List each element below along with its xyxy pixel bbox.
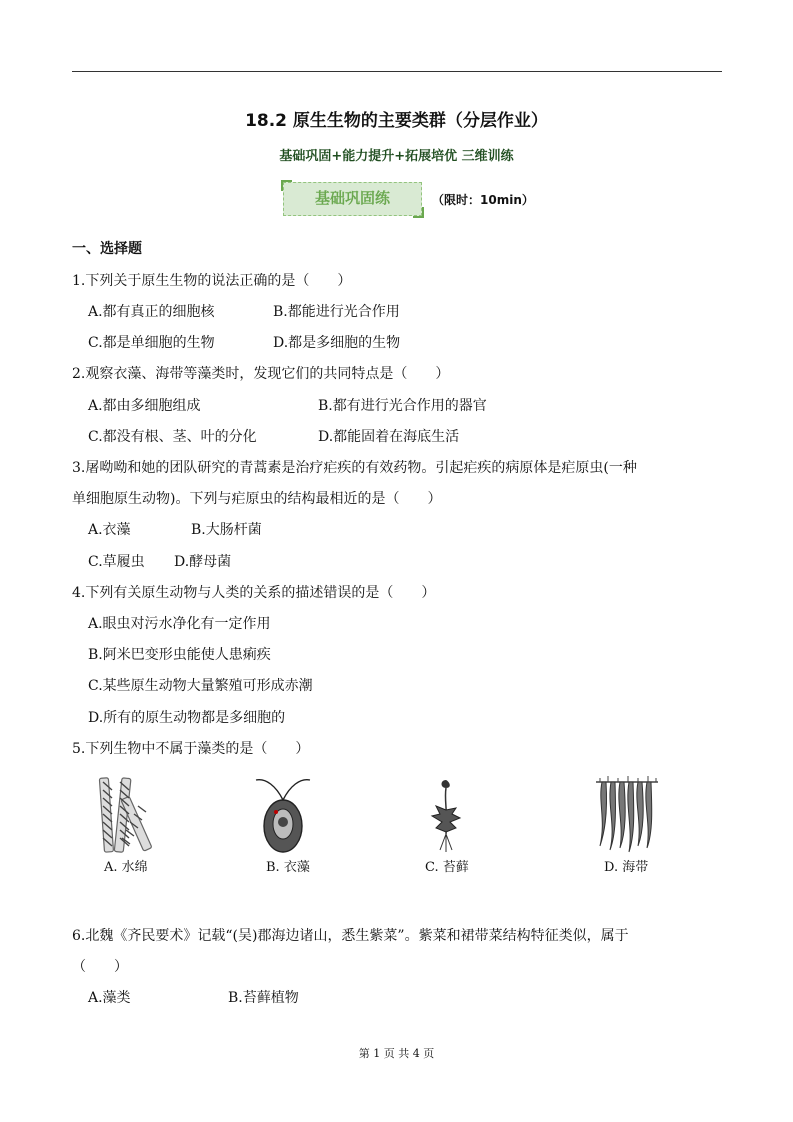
question-3-option-b: B.大肠杆菌 (191, 522, 262, 538)
chlamydomonas-illustration (252, 776, 314, 854)
question-3-stem-line-2: 单细胞原生动物)。下列与疟原虫的结构最相近的是（ ） (72, 491, 442, 507)
page-title: 18.2 原生生物的主要类群（分层作业） (245, 111, 548, 131)
question-1-option-c: C.都是单细胞的生物 (88, 335, 215, 351)
question-5-stem: 5.下列生物中不属于藻类的是（ ） (72, 741, 310, 757)
time-limit: （限时：10min） (432, 193, 534, 207)
question-6-stem-line-1: 6.北魏《齐民要术》记载“(吴)郡海边诸山，悉生紫菜”。紫菜和裙带菜结构特征类似，属于 (72, 928, 629, 944)
question-4-option-a: A.眼虫对污水净化有一定作用 (88, 616, 271, 632)
question-2-option-d: D.都能固着在海底生活 (318, 429, 460, 445)
question-2-option-a: A.都由多细胞组成 (88, 398, 201, 414)
question-1-option-d: D.都是多细胞的生物 (273, 335, 401, 351)
question-3-stem-line-1: 3.屠呦呦和她的团队研究的青蒿素是治疗疟疾的有效药物。引起疟疾的病原体是疟原虫(一种 (72, 460, 637, 476)
question-2-option-b: B.都有进行光合作用的器官 (318, 398, 487, 414)
figure-d-label: D. 海带 (604, 860, 649, 875)
kelp-illustration (594, 776, 660, 854)
header-rule (72, 71, 722, 72)
page-footer: 第 1 页 共 4 页 (358, 1047, 435, 1060)
question-1-option-b: B.都能进行光合作用 (273, 304, 400, 320)
question-2-option-c: C.都没有根、茎、叶的分化 (88, 429, 257, 445)
question-4-option-d: D.所有的原生动物都是多细胞的 (88, 710, 286, 726)
figure-b-label: B. 衣藻 (266, 860, 310, 875)
question-1-stem: 1.下列关于原生生物的说法正确的是（ ） (72, 273, 352, 289)
question-2-stem: 2.观察衣藻、海带等藻类时，发现它们的共同特点是（ ） (72, 366, 450, 382)
page-subtitle: 基础巩固+能力提升+拓展培优 三维训练 (279, 149, 514, 164)
section-heading: 一、选择题 (72, 241, 142, 257)
figure-a-label: A. 水绵 (104, 860, 148, 875)
spirogyra-illustration (96, 776, 160, 854)
question-1-option-a: A.都有真正的细胞核 (88, 304, 215, 320)
question-3-option-a: A.衣藻 (88, 522, 131, 538)
moss-illustration (426, 776, 466, 854)
question-6-stem-line-2: （ ） (72, 959, 128, 975)
question-3-option-d: D.酵母菌 (174, 554, 232, 570)
question-6-option-a: A.藻类 (88, 990, 131, 1006)
question-3-option-c: C.草履虫 (88, 554, 145, 570)
practice-level-badge: 基础巩固练 (283, 182, 422, 216)
question-6-option-b: B.苔藓植物 (228, 990, 299, 1006)
question-4-option-b: B.阿米巴变形虫能使人患痢疾 (88, 647, 271, 663)
question-4-option-c: C.某些原生动物大量繁殖可形成赤潮 (88, 678, 313, 694)
question-4-stem: 4.下列有关原生动物与人类的关系的描述错误的是（ ） (72, 585, 436, 601)
figure-c-label: C. 苔藓 (425, 860, 469, 875)
